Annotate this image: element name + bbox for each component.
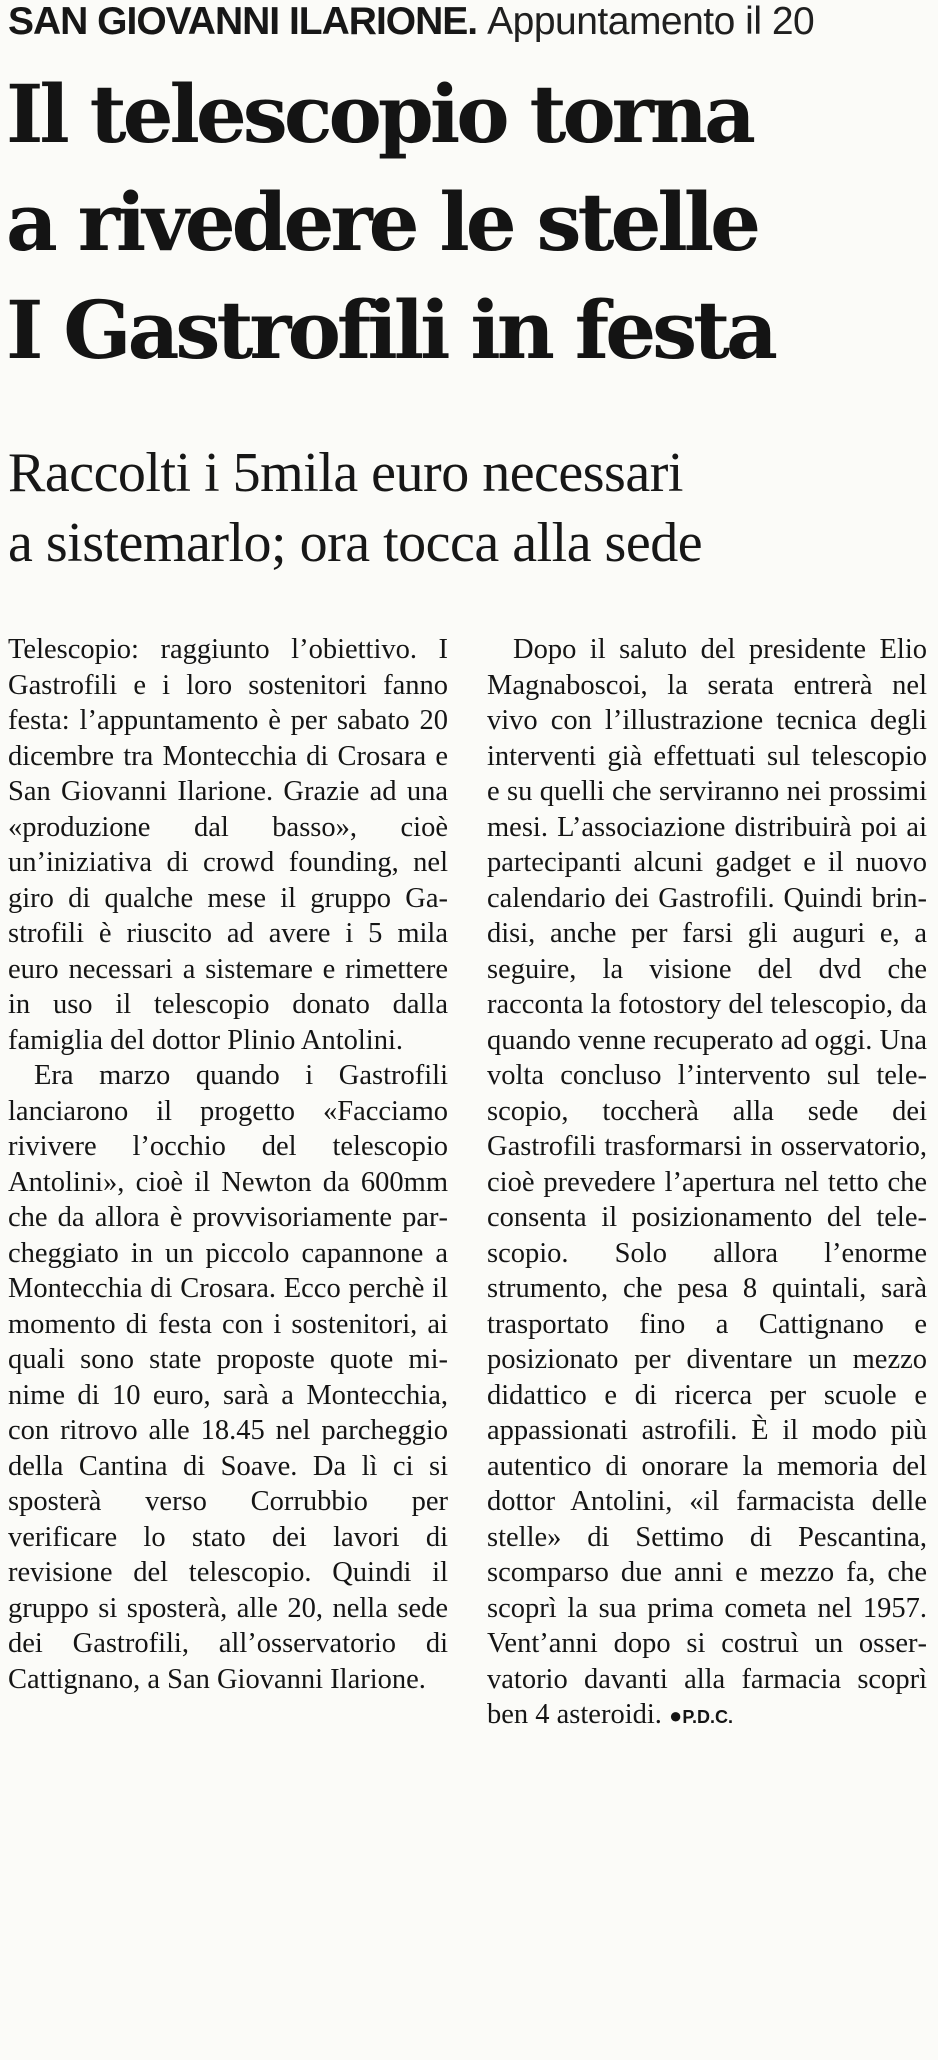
body-paragraph-2: Era marzo quando i Gastrofili lanciarono il progetto «Facciamo rivivere l’occhio del telescopio Antolini», cioè il Newton da 600mm che da allora è provvisoriamente parcheggiato in un piccolo capannone a Montecchia di Crosara. Ecco perchè il momento di festa con i sostenitori, ai quali sono state proposte quote minime di 10 euro, sarà a Montecchia, con ritrovo alle 18.45 nel parcheggio della Cantina di Soave. Da lì ci si sposterà verso Corrubbio per verificare lo stato dei lavori di revisione del telescopio. Quindi il gruppo si sposterà, alle 20, nella sede dei Gastrofili, all’osservatorio di Cattignano, a San Giovanni Ilarione.	[8, 1060, 448, 1695]
subheadline-line-2: a sistemarlo; ora tocca alla sede	[8, 512, 703, 574]
article-column-left	[8, 632, 448, 1697]
article-kicker	[8, 0, 933, 50]
byline-bullet-icon: ●	[669, 1703, 683, 1728]
headline-line-1: Il telescopio torna	[6, 67, 752, 161]
subheadline-line-1: Raccolti i 5mila euro necessari	[8, 442, 683, 504]
headline-line-3: I Gastrofili in festa	[6, 283, 774, 377]
article-subheadline	[8, 438, 933, 578]
body-paragraph-1: Telescopio: raggiunto l’obiettivo. I Gastrofili e i loro sostenitori fanno festa: l’appuntamento è per sabato 20 dicembre tra Montecchia di Crosara e San Giovanni Ilarione. Grazie ad una «produzione dal basso», cioè un’iniziativa di crowd founding, nel giro di qualche mese il gruppo Gastrofili è riuscito ad avere i 5 mila euro necessari a sistemare e rimettere in uso il telescopio donato dalla famiglia del dottor Plinio Antolini.	[8, 634, 448, 1056]
article-headline	[6, 60, 931, 400]
body-paragraph-3	[487, 632, 927, 1736]
article-byline: P.D.C.	[682, 1707, 734, 1727]
body-paragraph-3-text: Dopo il saluto del presidente Elio Magnaboscoi, la serata entrerà nel vivo con l’illustrazione tecnica degli interventi già effettuati sul telescopio e su quelli che serviranno nei prossimi mesi. L’associazione distribuirà poi ai partecipanti alcuni gadget e il nuovo calendario dei Gastrofili. Quindi brindisi, anche per farsi gli auguri e, a seguire, la visione del dvd che racconta la fotostory del telescopio, da quando venne recuperato ad oggi. Una volta concluso l’intervento sul telescopio, toccherà alla sede dei Gastrofili trasformarsi in osservatorio, cioè prevedere l’apertura nel tetto che consenta il posizionamento del telescopio. Solo allora l’enorme strumento, che pesa 8 quintali, sarà trasportato fino a Cattignano e posizionato per diventare un mezzo didattico e di ricerca per scuole e appassionati astrofili. È il modo più autentico di onorare la memoria del dottor Antolini, «il farmacista delle stelle» di Settimo di Pescantina, scomparso due anni e mezzo fa, che scoprì la sua prima cometa nel 1957. Vent’anni dopo si costruì un osservatorio davanti alla farmacia scoprì ben 4 asteroidi.	[487, 634, 927, 1730]
kicker-location: SAN GIOVANNI ILARIONE.	[8, 0, 478, 43]
headline-line-2: a rivedere le stelle	[6, 175, 758, 269]
article-column-right	[487, 632, 927, 1736]
kicker-text: Appuntamento il 20	[487, 0, 815, 43]
